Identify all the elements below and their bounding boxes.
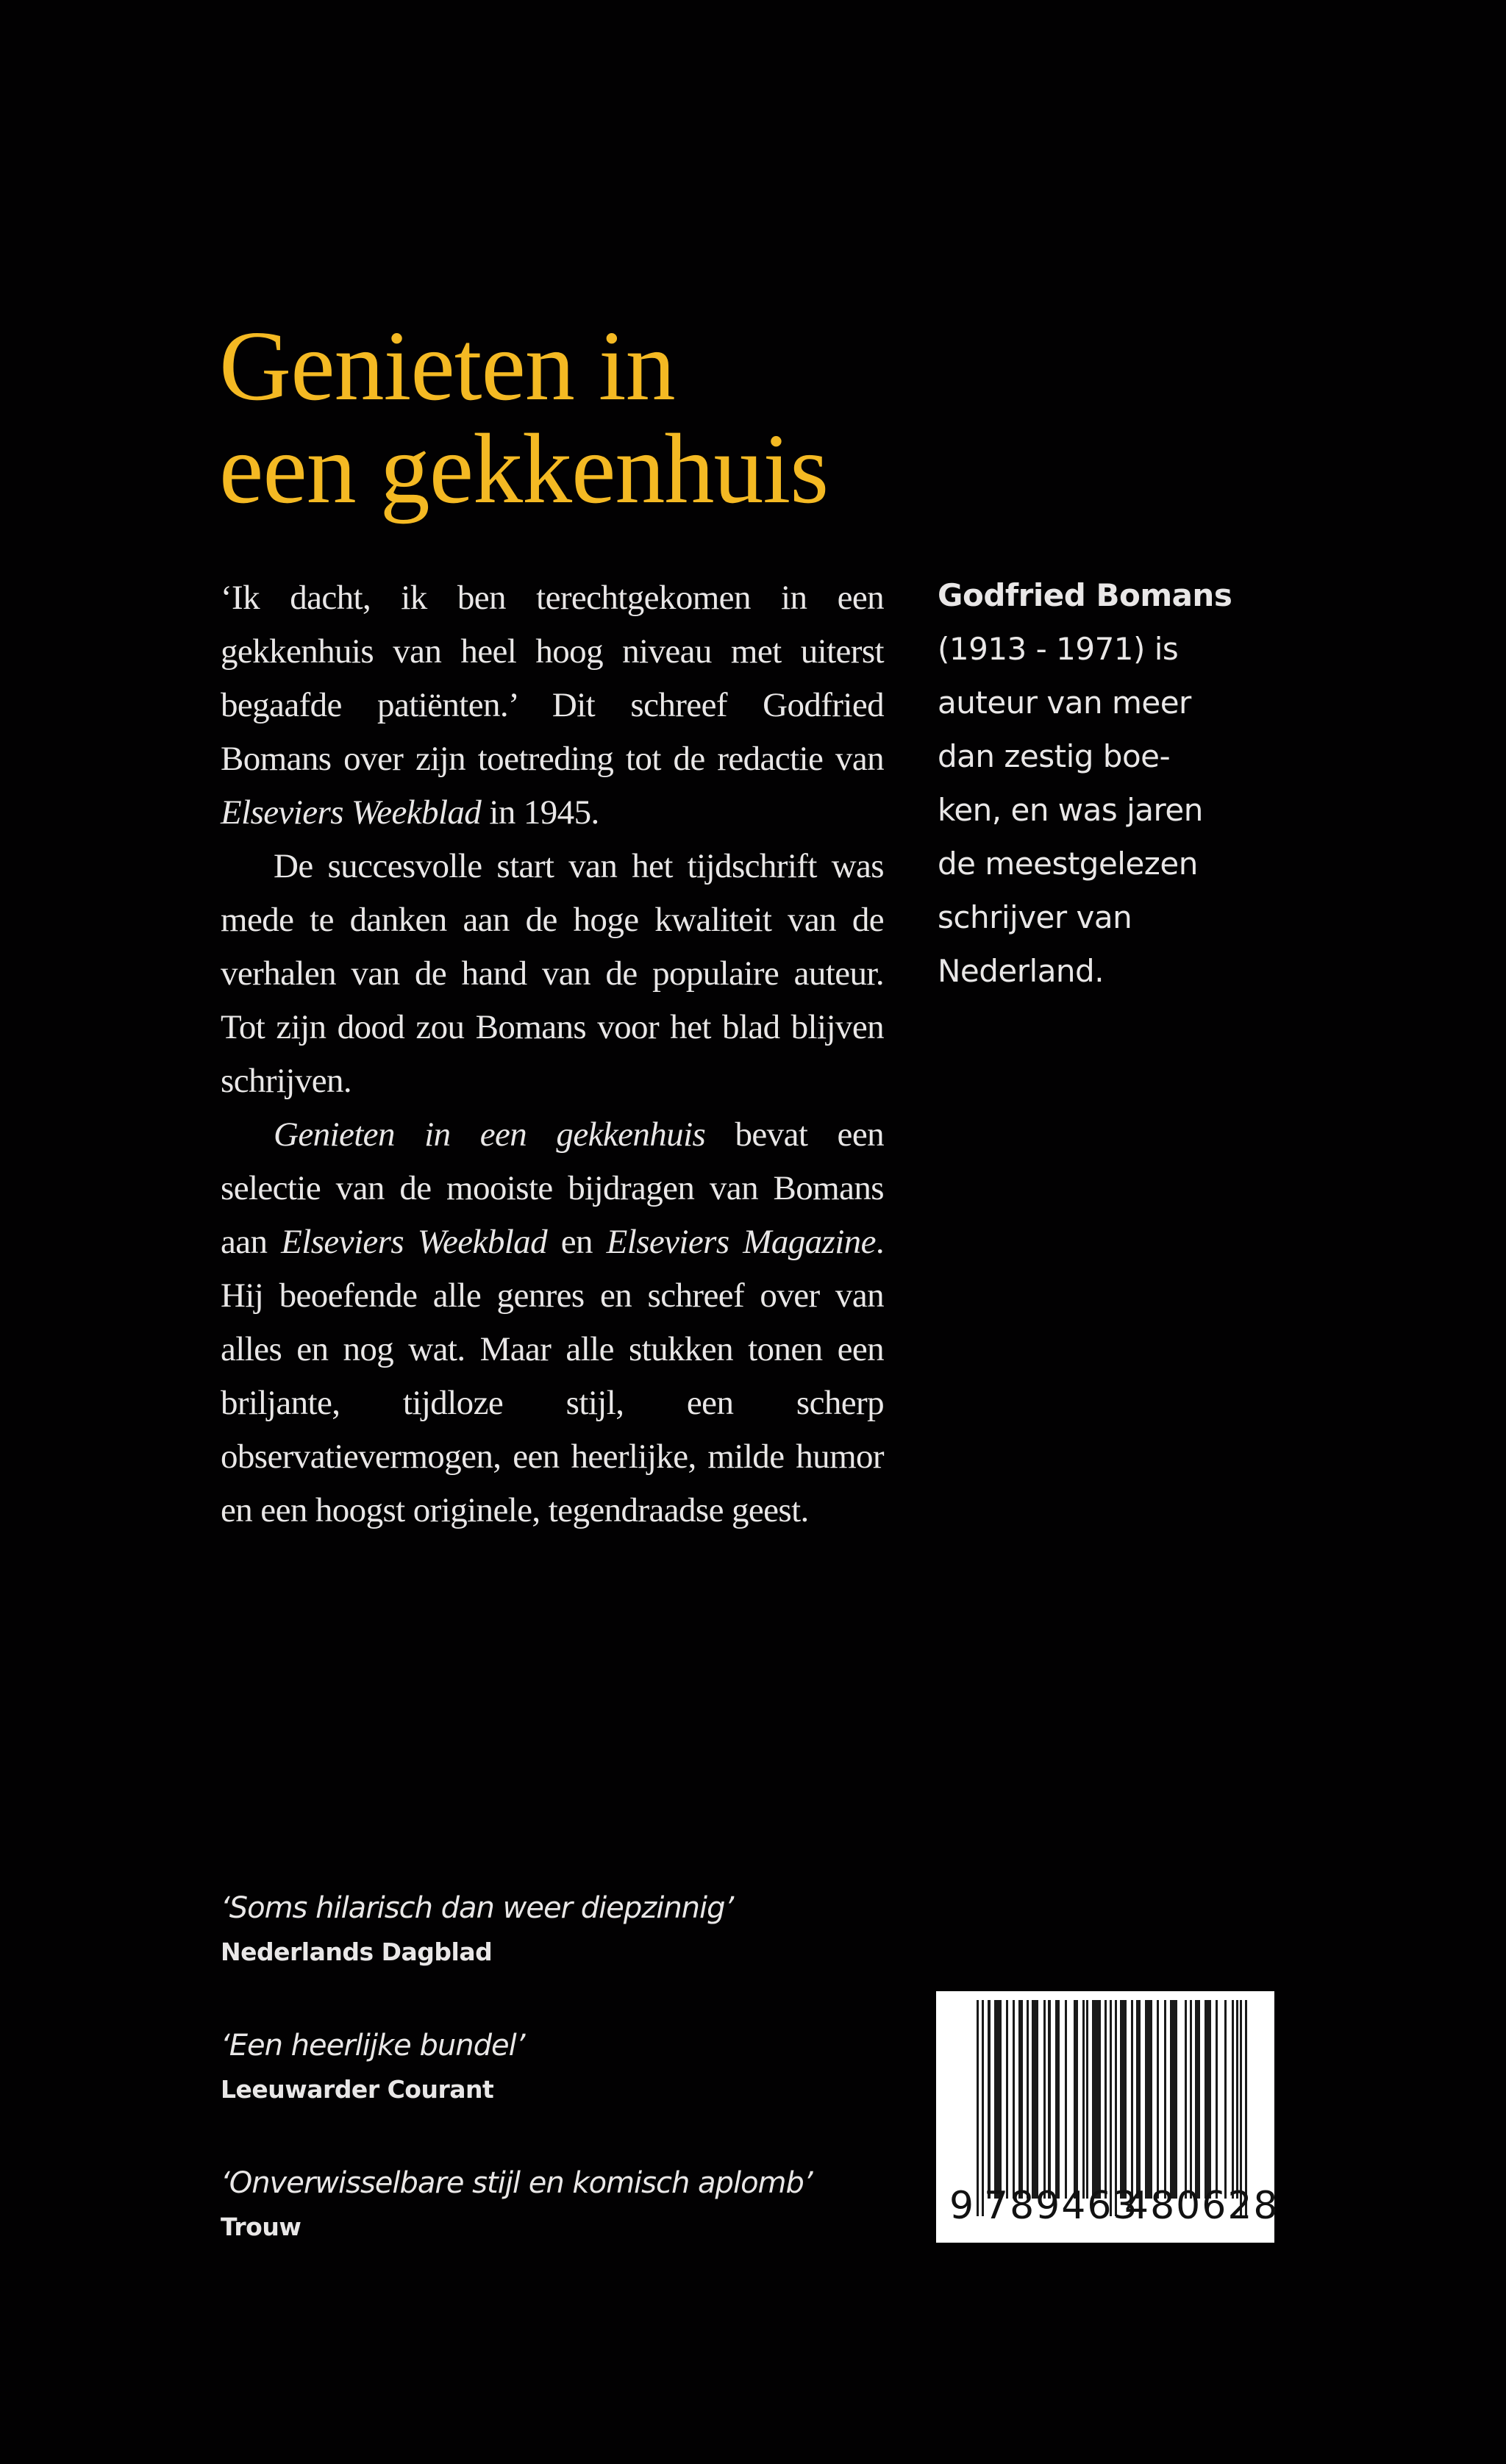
review-quote: ‘Een heerlijke bundel’ (221, 2029, 525, 2063)
isbn-right-group: 480628 (1124, 2184, 1280, 2228)
book-title (219, 311, 829, 524)
review-quote: ‘Soms hilarisch dan weer diepzinnig’ (221, 1891, 734, 1925)
isbn-left-group: 789463 (984, 2184, 1139, 2228)
blurb-text-segment: ‘Ik dacht, ik ben terechtgekomen in een gekkenhuis van heel hoog niveau met uiterst begaafde patiënten.’ Dit schreef Godfried Bomans over zijn toetreding tot de redactie van (221, 579, 884, 778)
blurb-paragraph-1 (221, 571, 884, 840)
author-name: Godfried Bomans (938, 577, 1232, 613)
author-bio (938, 568, 1261, 998)
book-title-line-2: een gekkenhuis (219, 414, 829, 524)
author-bio-line: (1913 - 1971) is (938, 631, 1179, 667)
blurb-text-segment: in 1945. (481, 793, 599, 832)
author-bio-line: Nederland. (938, 953, 1104, 989)
isbn-barcode (936, 1991, 1280, 2243)
review-item (221, 2161, 919, 2299)
publication-title: Elseviers Magazine (606, 1223, 876, 1261)
author-bio-line: schrijver van (938, 899, 1132, 935)
book-title-line-1: Genieten in (219, 311, 675, 421)
book-title-reference: Genieten in een gekkenhuis (274, 1115, 706, 1154)
publication-title: Elseviers Weekblad (221, 793, 482, 832)
review-item (221, 2024, 919, 2161)
blurb-text-segment: bevat een selectie van de mooiste bijdragen van Bomans aan (221, 1115, 884, 1261)
publication-title: Elseviers Weekblad (281, 1223, 547, 1261)
blurb-paragraph-3 (221, 1108, 884, 1538)
blurb-text (221, 571, 884, 1538)
author-bio-line: ken, en was jaren (938, 792, 1203, 828)
author-bio-line: auteur van meer (938, 685, 1191, 721)
review-source: Leeuwarder Courant (221, 2075, 494, 2104)
author-bio-line: de meestgelezen (938, 846, 1198, 882)
isbn-first-digit: 9 (949, 2184, 976, 2228)
review-item (221, 1886, 919, 2024)
review-quotes (221, 1886, 919, 2299)
review-source: Nederlands Dagblad (221, 1938, 493, 1966)
review-source: Trouw (221, 2213, 301, 2241)
author-bio-line: dan zestig boe- (938, 738, 1171, 774)
blurb-paragraph-2: De succesvolle start van het tijdschrift was mede te danken aan de hoge kwaliteit van de verhalen van de hand van de populaire auteur. Tot zijn dood zou Bomans voor het blad blijven schrijven. (221, 847, 884, 1100)
blurb-text-segment: . Hij beoefende alle genres en schreef over van alles en nog wat. Maar alle stukken tonen een briljante, tijdloze stijl, een scherp observatievermogen, een heerlijke, milde humor en een hoogst originele, tegendraadse geest. (221, 1223, 884, 1529)
blurb-text-segment: en (546, 1223, 607, 1261)
review-quote: ‘Onverwisselbare stijl en komisch aplomb’ (221, 2166, 813, 2200)
